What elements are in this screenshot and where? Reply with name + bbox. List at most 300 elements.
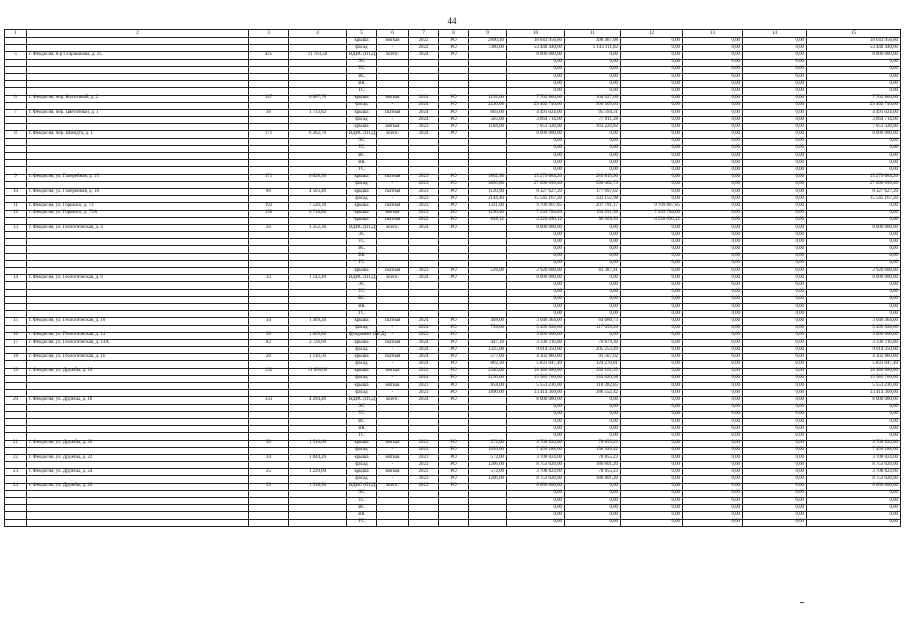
total-cell: 0,00 — [807, 217, 901, 224]
address-cell: г. Феодосия, ул. Горького, д. 75А — [27, 210, 249, 217]
total-cell: 8 000 000,00 — [807, 224, 901, 231]
other-cell: 0,00 — [743, 476, 807, 483]
cost-per-unit-cell: 0,00 — [565, 167, 621, 174]
row-number-cell: 15 — [5, 318, 27, 325]
budget-cell: 0,00 — [683, 217, 743, 224]
year-cell: 2023 — [409, 124, 439, 131]
roof-type-cell — [377, 153, 409, 160]
roof-type-cell — [377, 490, 409, 497]
residents-cell: 36 — [249, 109, 289, 116]
residents-cell — [249, 45, 289, 52]
cost-per-unit-cell: 0,00 — [565, 260, 621, 267]
cost-per-unit-cell: 0,00 — [565, 498, 621, 505]
row-number-cell — [5, 325, 27, 332]
element-cell: фасад — [347, 447, 377, 454]
cost-per-unit-cell: 0,00 — [565, 303, 621, 310]
volume-cell — [469, 232, 507, 239]
element-cell: ВС — [347, 418, 377, 425]
table-row — [5, 426, 901, 433]
year-cell — [409, 311, 439, 318]
element-cell: фасад — [347, 390, 377, 397]
total-cell: 0,00 — [807, 138, 901, 145]
area-cell — [289, 102, 347, 109]
area-cell: 1 352,30 — [289, 224, 347, 231]
budget-cell: 0,00 — [683, 253, 743, 260]
other-cell: 0,00 — [743, 117, 807, 124]
method-cell: РО — [439, 196, 469, 203]
year-cell: 2024 — [409, 275, 439, 282]
volume-cell — [469, 397, 507, 404]
roof-type-cell — [377, 167, 409, 174]
other-cell: 0,00 — [743, 347, 807, 354]
address-cell: г. Феодосия, ул. Дружбы, д. 18 — [27, 397, 249, 404]
cost-cell: 0,00 — [507, 282, 565, 289]
year-cell: 2023 — [409, 469, 439, 476]
area-cell — [289, 260, 347, 267]
element-cell: ВДИС (ПСД) — [347, 131, 377, 138]
year-cell: 2023 — [409, 483, 439, 490]
header-cell: 11 — [565, 30, 621, 38]
area-cell — [289, 167, 347, 174]
residents-cell — [249, 426, 289, 433]
year-cell — [409, 145, 439, 152]
total-cell: 0,00 — [807, 426, 901, 433]
row-number-cell: 14 — [5, 275, 27, 282]
table-row — [5, 354, 901, 361]
residents-cell: 158 — [249, 210, 289, 217]
address-cell: г. Феодосия, ул. Геологическая, д. 14 — [27, 332, 249, 339]
roof-type-cell: скатная — [377, 174, 409, 181]
method-cell: РО — [439, 188, 469, 195]
residents-cell — [249, 411, 289, 418]
table-row — [5, 433, 901, 440]
roof-type-cell: - — [377, 45, 409, 52]
roof-type-cell — [377, 160, 409, 167]
method-cell: РО — [439, 181, 469, 188]
area-cell — [289, 239, 347, 246]
row-number-cell: 10 — [5, 188, 27, 195]
residents-cell: 20 — [249, 354, 289, 361]
cost-per-unit-cell: 90 309,93 — [565, 217, 621, 224]
header-cell: 9 — [469, 30, 507, 38]
cost-per-unit-cell: 0,00 — [565, 88, 621, 95]
residents-cell — [249, 347, 289, 354]
fund-cell: 0,00 — [621, 296, 683, 303]
total-cell: 15 585 700,00 — [807, 375, 901, 382]
method-cell: РО — [439, 476, 469, 483]
residents-cell — [249, 117, 289, 124]
cost-per-unit-cell: 0,00 — [565, 519, 621, 526]
cost-cell: 0,00 — [507, 289, 565, 296]
roof-type-cell: всего: — [377, 397, 409, 404]
residents-cell — [249, 102, 289, 109]
area-cell: 6 718,80 — [289, 210, 347, 217]
table-row — [5, 447, 901, 454]
method-cell — [439, 81, 469, 88]
roof-type-cell — [377, 232, 409, 239]
roof-type-cell — [377, 505, 409, 512]
cost-cell: 0,00 — [507, 253, 565, 260]
table-row — [5, 368, 901, 375]
other-cell: 0,00 — [743, 88, 807, 95]
fund-cell: 0,00 — [621, 289, 683, 296]
cost-per-unit-cell: 70 879,30 — [565, 339, 621, 346]
area-cell — [289, 138, 347, 145]
volume-cell — [469, 145, 507, 152]
element-cell: крыша — [347, 440, 377, 447]
other-cell: 0,00 — [743, 519, 807, 526]
roof-type-cell: скатная — [377, 268, 409, 275]
cost-per-unit-cell: 0,00 — [565, 433, 621, 440]
cost-cell: 0,00 — [507, 404, 565, 411]
element-cell: фасад — [347, 347, 377, 354]
other-cell: 0,00 — [743, 289, 807, 296]
table-row — [5, 246, 901, 253]
residents-cell — [249, 390, 289, 397]
address-cell — [27, 232, 249, 239]
address-cell — [27, 117, 249, 124]
element-cell: фасад — [347, 181, 377, 188]
volume-cell: 1190,40 — [469, 210, 507, 217]
fund-cell: 0,00 — [621, 318, 683, 325]
residents-cell — [249, 124, 289, 131]
fund-cell: 0,00 — [621, 38, 683, 45]
volume-cell — [469, 519, 507, 526]
fund-cell: 0,00 — [621, 138, 683, 145]
cost-per-unit-cell: 0,00 — [565, 153, 621, 160]
cost-cell: 3 000 000,00 — [507, 332, 565, 339]
total-cell: 0,00 — [807, 296, 901, 303]
address-cell: г. Феодосия, ул. Геологическая, д. 4 — [27, 224, 249, 231]
residents-cell — [249, 196, 289, 203]
cost-cell: 0,00 — [507, 145, 565, 152]
row-number-cell — [5, 153, 27, 160]
year-cell: 2023 — [409, 210, 439, 217]
fund-cell: 0,00 — [621, 282, 683, 289]
roof-type-cell: скатная — [377, 203, 409, 210]
fund-cell: 0,00 — [621, 383, 683, 390]
fund-cell: 0,00 — [621, 397, 683, 404]
residents-cell: 34 — [249, 318, 289, 325]
other-cell: 0,00 — [743, 153, 807, 160]
row-number-cell — [5, 124, 27, 131]
cost-cell: 0,00 — [507, 311, 565, 318]
budget-cell: 0,00 — [683, 59, 743, 66]
method-cell — [439, 73, 469, 80]
year-cell — [409, 88, 439, 95]
roof-type-cell — [377, 433, 409, 440]
area-cell — [289, 117, 347, 124]
total-cell: 13 279 883,20 — [807, 174, 901, 181]
area-cell — [289, 303, 347, 310]
volume-cell — [469, 253, 507, 260]
total-cell: 23 402 740,00 — [807, 102, 901, 109]
element-cell: ВС — [347, 296, 377, 303]
other-cell: 0,00 — [743, 447, 807, 454]
year-cell: 2024 — [409, 95, 439, 102]
row-number-cell: 17 — [5, 339, 27, 346]
year-cell: 2024 — [409, 318, 439, 325]
method-cell — [439, 160, 469, 167]
year-cell — [409, 253, 439, 260]
cost-per-unit-cell: 0,00 — [565, 411, 621, 418]
roof-type-cell: - — [377, 325, 409, 332]
cost-cell: 0,00 — [507, 232, 565, 239]
total-cell: 8 000 000,00 — [807, 397, 901, 404]
element-cell: ГС — [347, 311, 377, 318]
residents-cell — [249, 217, 289, 224]
address-cell — [27, 66, 249, 73]
method-cell: РО — [439, 203, 469, 210]
cost-cell: 0,00 — [507, 498, 565, 505]
total-cell: 8 000 000,00 — [807, 52, 901, 59]
cost-per-unit-cell: 0,00 — [565, 332, 621, 339]
fund-cell: 0,00 — [621, 411, 683, 418]
area-cell: 1 110,50 — [289, 354, 347, 361]
residents-cell — [249, 383, 289, 390]
table-row — [5, 109, 901, 116]
element-cell: крыша — [347, 339, 377, 346]
year-cell — [409, 433, 439, 440]
method-cell: РО — [439, 469, 469, 476]
residents-cell — [249, 361, 289, 368]
address-cell — [27, 462, 249, 469]
roof-type-cell: - — [377, 181, 409, 188]
cost-per-unit-cell: 286 552,42 — [565, 390, 621, 397]
roof-type-cell: скатная — [377, 339, 409, 346]
area-cell: 1 220,00 — [289, 469, 347, 476]
fund-cell: 0,00 — [621, 174, 683, 181]
area-cell — [289, 217, 347, 224]
method-cell: РО — [439, 109, 469, 116]
address-cell — [27, 476, 249, 483]
roof-type-cell — [377, 253, 409, 260]
element-cell: ЭС — [347, 232, 377, 239]
roof-type-cell — [377, 282, 409, 289]
roof-type-cell: - — [377, 332, 409, 339]
residents-cell — [249, 167, 289, 174]
table-row — [5, 88, 901, 95]
year-cell: 2023 — [409, 390, 439, 397]
table-row — [5, 483, 901, 490]
volume-cell: 2230,00 — [469, 102, 507, 109]
residents-cell: 147 — [249, 95, 289, 102]
header-cell: 10 — [507, 30, 565, 38]
volume-cell — [469, 73, 507, 80]
budget-cell: 0,00 — [683, 246, 743, 253]
cost-per-unit-cell: 0,00 — [565, 131, 621, 138]
element-cell: фасад — [347, 45, 377, 52]
roof-type-cell — [377, 296, 409, 303]
cost-per-unit-cell: 0,00 — [565, 490, 621, 497]
year-cell: 2024 — [409, 361, 439, 368]
residents-cell — [249, 375, 289, 382]
element-cell: ТС — [347, 289, 377, 296]
cost-cell: 0,00 — [507, 88, 565, 95]
roof-type-cell: скатная — [377, 109, 409, 116]
element-cell: крыша — [347, 354, 377, 361]
total-cell: 3 708 824,00 — [807, 454, 901, 461]
cost-cell: 3 920 608,00 — [507, 268, 565, 275]
year-cell: 2024 — [409, 131, 439, 138]
cost-per-unit-cell: 0,00 — [565, 275, 621, 282]
cost-cell: 8 327 627,20 — [507, 188, 565, 195]
budget-cell: 0,00 — [683, 153, 743, 160]
fund-cell: 0,00 — [621, 303, 683, 310]
method-cell — [439, 282, 469, 289]
area-cell — [289, 347, 347, 354]
cost-cell: 0,00 — [507, 296, 565, 303]
address-cell: г. Феодосия, ул. Дружбы, д. 16 — [27, 368, 249, 375]
total-cell: 53 440 440,00 — [807, 45, 901, 52]
cost-per-unit-cell: 0,00 — [565, 160, 621, 167]
cost-per-unit-cell: 0,00 — [565, 239, 621, 246]
row-number-cell — [5, 45, 27, 52]
total-cell: 8 753 028,00 — [807, 476, 901, 483]
row-number-cell: 6 — [5, 95, 27, 102]
year-cell — [409, 490, 439, 497]
year-cell — [409, 81, 439, 88]
budget-cell: 0,00 — [683, 339, 743, 346]
element-cell: ГС — [347, 167, 377, 174]
address-cell — [27, 498, 249, 505]
method-cell — [439, 505, 469, 512]
method-cell: РО — [439, 397, 469, 404]
roof-type-cell: мягкая — [377, 454, 409, 461]
area-cell — [289, 289, 347, 296]
total-cell: 0,00 — [807, 153, 901, 160]
volume-cell — [469, 167, 507, 174]
address-cell — [27, 138, 249, 145]
total-cell: 0,00 — [807, 253, 901, 260]
other-cell: 0,00 — [743, 325, 807, 332]
address-cell — [27, 124, 249, 131]
budget-cell: 0,00 — [683, 131, 743, 138]
fund-cell: 0,00 — [621, 512, 683, 519]
table-row — [5, 390, 901, 397]
total-cell: 0,00 — [807, 210, 901, 217]
fund-cell: 0,00 — [621, 124, 683, 131]
address-cell — [27, 268, 249, 275]
element-cell: фасад — [347, 102, 377, 109]
budget-cell: 0,00 — [683, 66, 743, 73]
total-cell: 27 896 090,40 — [807, 181, 901, 188]
header-cell: 1 — [5, 30, 27, 38]
budget-cell: 0,00 — [683, 404, 743, 411]
method-cell: РО — [439, 124, 469, 131]
cost-cell: 4 302 860,80 — [507, 354, 565, 361]
cost-per-unit-cell: 0,00 — [565, 224, 621, 231]
roof-type-cell — [377, 66, 409, 73]
volume-cell: 1120,90 — [469, 188, 507, 195]
method-cell: РО — [439, 347, 469, 354]
method-cell: РО — [439, 174, 469, 181]
other-cell: 0,00 — [743, 253, 807, 260]
budget-cell: 0,00 — [683, 52, 743, 59]
cost-per-unit-cell: 283 815,90 — [565, 174, 621, 181]
other-cell: 0,00 — [743, 246, 807, 253]
element-cell: ВДИС (ПСД) — [347, 275, 377, 282]
area-cell — [289, 447, 347, 454]
area-cell — [289, 282, 347, 289]
row-number-cell — [5, 239, 27, 246]
other-cell: 0,00 — [743, 210, 807, 217]
other-cell: 0,00 — [743, 160, 807, 167]
cost-cell: 0,00 — [507, 411, 565, 418]
row-number-cell: 11 — [5, 203, 27, 210]
year-cell: 2023 — [409, 447, 439, 454]
cost-cell: 53 440 440,00 — [507, 45, 565, 52]
fund-cell: 0,00 — [621, 196, 683, 203]
year-cell — [409, 512, 439, 519]
element-cell: фасад — [347, 196, 377, 203]
cost-per-unit-cell: 177 697,62 — [565, 188, 621, 195]
volume-cell: 1206,00 — [469, 462, 507, 469]
row-number-cell — [5, 88, 27, 95]
method-cell — [439, 498, 469, 505]
fund-cell: 0,00 — [621, 332, 683, 339]
fund-cell: 0,00 — [621, 52, 683, 59]
address-cell — [27, 505, 249, 512]
row-number-cell: 7 — [5, 109, 27, 116]
roof-type-cell — [377, 426, 409, 433]
cost-per-unit-cell: 95 594,31 — [565, 109, 621, 116]
total-cell: 0,00 — [807, 498, 901, 505]
year-cell: 2024 — [409, 109, 439, 116]
area-cell: 11 096,00 — [289, 368, 347, 375]
other-cell: 0,00 — [743, 498, 807, 505]
residents-cell — [249, 296, 289, 303]
area-cell — [289, 66, 347, 73]
cost-cell: 8 000 000,00 — [507, 224, 565, 231]
roof-type-cell: - — [377, 390, 409, 397]
area-cell: 1 142,40 — [289, 275, 347, 282]
volume-cell — [469, 483, 507, 490]
method-cell — [439, 433, 469, 440]
fund-cell: 0,00 — [621, 253, 683, 260]
year-cell — [409, 260, 439, 267]
year-cell — [409, 418, 439, 425]
volume-cell: 1325,00 — [469, 347, 507, 354]
other-cell: 0,00 — [743, 268, 807, 275]
cost-per-unit-cell: 124 270,81 — [565, 361, 621, 368]
row-number-cell — [5, 117, 27, 124]
header-cell: 2 — [27, 30, 249, 38]
header-cell: 13 — [683, 30, 743, 38]
element-cell: крыша — [347, 109, 377, 116]
fund-cell: 0,00 — [621, 260, 683, 267]
residents-cell — [249, 447, 289, 454]
year-cell: 2024 — [409, 339, 439, 346]
cost-cell: 4 220 090,12 — [507, 217, 565, 224]
volume-cell — [469, 404, 507, 411]
year-cell — [409, 167, 439, 174]
element-cell: ВС — [347, 73, 377, 80]
budget-cell: 0,00 — [683, 375, 743, 382]
budget-cell: 0,00 — [683, 45, 743, 52]
address-cell: г. Феодосия, пер. Цветочный, д. 1 — [27, 109, 249, 116]
other-cell: 0,00 — [743, 260, 807, 267]
table-row — [5, 66, 901, 73]
volume-cell — [469, 153, 507, 160]
total-cell: 8 000 000,00 — [807, 275, 901, 282]
volume-cell: 1206,00 — [469, 476, 507, 483]
method-cell — [439, 138, 469, 145]
total-cell: 3 664 714,00 — [807, 117, 901, 124]
volume-cell: 3850,80 — [469, 181, 507, 188]
volume-cell: 505,00 — [469, 117, 507, 124]
fund-cell: 0,00 — [621, 246, 683, 253]
